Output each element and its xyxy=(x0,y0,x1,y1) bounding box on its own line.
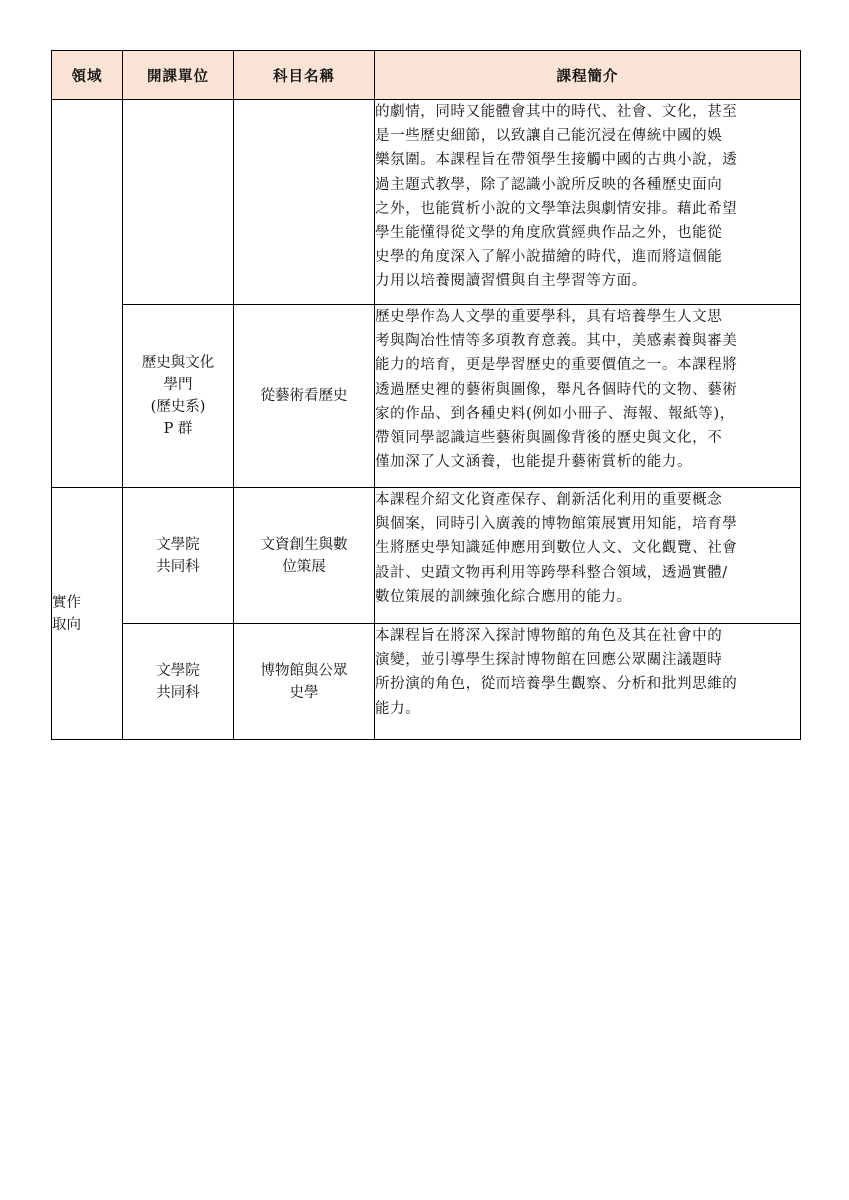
table-header-row xyxy=(52,51,801,100)
subject-cell xyxy=(234,100,375,305)
description-line: 設計、史蹟文物再利用等跨學科整合領域，透過實體/ xyxy=(375,564,728,581)
header-domain: 領域 xyxy=(52,51,123,100)
description-line: 本課程介紹文化資產保存、創新活化利用的重要概念 xyxy=(375,492,723,508)
header-description: 課程簡介 xyxy=(375,51,801,100)
description-line: 帶領同學認識這些藝術與圖像背後的歷史與文化，不 xyxy=(375,430,723,447)
description-line: 力用以培養閱讀習慣與自主學習等方面。 xyxy=(375,273,647,290)
description-line: 樂氛圍。本課程旨在帶領學生接觸中國的古典小說，透 xyxy=(375,152,738,169)
header-subject: 科目名稱 xyxy=(234,51,375,100)
description-line: 數位策展的訓練強化綜合應用的能力。 xyxy=(375,588,632,605)
description-line: 透過歷史裡的藝術與圖像，舉凡各個時代的文物、藝術 xyxy=(375,381,738,398)
table-row xyxy=(52,305,801,488)
description-line: 生將歷史學知識延伸應用到數位人文、文化觀覽、社會 xyxy=(375,540,738,557)
description-line: 的劇情，同時又能體會其中的時代、社會、文化，甚至 xyxy=(375,104,738,120)
description-line: 與個案，同時引入廣義的博物館策展實用知能，培育學 xyxy=(375,516,738,533)
description-line: 歷史學作為人文學的重要學科，具有培養學生人文思 xyxy=(375,309,723,325)
unit-cell: 歷史與文化 學門 (歷史系) P 群 xyxy=(123,305,234,488)
description-line: 是一些歷史細節，以致讓自己能沉浸在傳統中國的娛 xyxy=(375,128,723,145)
subject-cell: 博物館與公眾 史學 xyxy=(234,624,375,740)
unit-cell: 文學院 共同科 xyxy=(123,624,234,740)
description-line: 所扮演的角色，從而培養學生觀察、分析和批判思維的 xyxy=(375,676,738,693)
unit-cell: 文學院 共同科 xyxy=(123,488,234,624)
domain-cell: 實作 取向 xyxy=(52,488,123,740)
table-row xyxy=(52,488,801,624)
description-line: 僅加深了人文涵養，也能提升藝術賞析的能力。 xyxy=(375,454,693,471)
description-line: 之外，也能賞析小說的文學筆法與劇情安排。藉此希望 xyxy=(375,200,738,217)
description-line: 家的作品、到各種史料(例如小冊子、海報、報紙等)， xyxy=(375,405,735,422)
description-line: 演變，並引導學生探討博物館在回應公眾關注議題時 xyxy=(375,652,723,669)
course-table xyxy=(51,50,801,740)
description-line: 過主題式教學，除了認識小說所反映的各種歷史面向 xyxy=(375,176,723,193)
subject-cell: 文資創生與數 位策展 xyxy=(234,488,375,624)
description-cell xyxy=(375,100,801,305)
description-cell xyxy=(375,305,801,488)
table-row xyxy=(52,100,801,305)
domain-cell xyxy=(52,100,123,488)
subject-cell: 從藝術看歷史 xyxy=(234,305,375,488)
description-line: 史學的角度深入了解小說描繪的時代，進而將這個能 xyxy=(375,249,723,266)
table-row xyxy=(52,624,801,740)
description-cell xyxy=(375,624,801,740)
description-line: 考與陶冶性情等多項教育意義。其中，美感素養與審美 xyxy=(375,333,738,350)
description-line: 能力。 xyxy=(375,700,421,717)
description-line: 能力的培育，更是學習歷史的重要價值之一。本課程將 xyxy=(375,357,738,374)
description-cell xyxy=(375,488,801,624)
description-line: 本課程旨在將深入探討博物館的角色及其在社會中的 xyxy=(375,628,723,644)
header-unit: 開課單位 xyxy=(123,51,234,100)
unit-cell xyxy=(123,100,234,305)
description-line: 學生能懂得從文學的角度欣賞經典作品之外，也能從 xyxy=(375,225,723,242)
